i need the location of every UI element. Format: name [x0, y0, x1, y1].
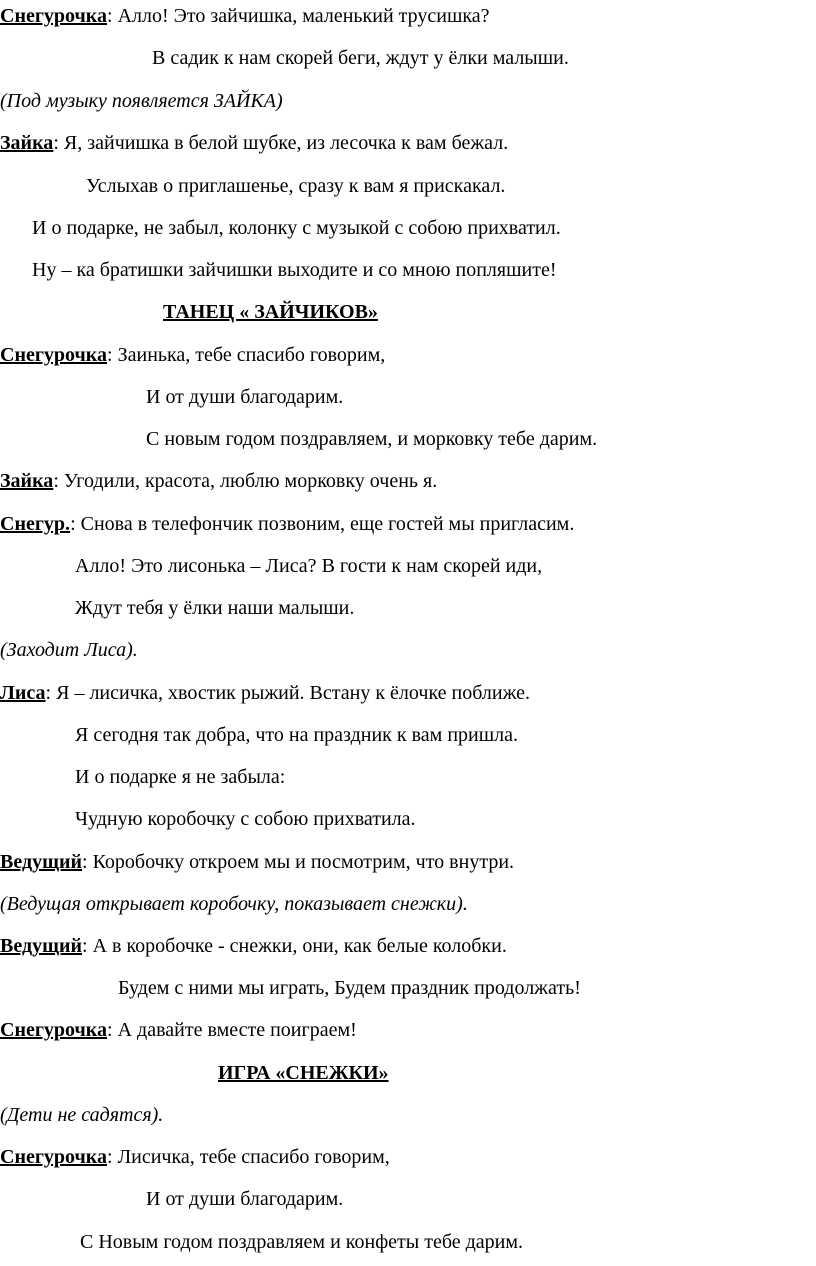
line-text: И от души благодарим.	[146, 386, 344, 408]
line-30	[80, 1230, 523, 1254]
line-text: Будем с ними мы играть, Будем праздник продолжать!	[118, 977, 581, 999]
speaker-name: Снегурочка	[0, 344, 108, 366]
line-text: : А в коробочке - снежки, они, как белые колобки.	[82, 935, 507, 957]
line-text: Алло! Это лисонька – Лиса? В гости к нам скорей иди,	[75, 555, 543, 577]
line-text: : А давайте вместе поиграем!	[107, 1019, 357, 1041]
speaker-name: Ведущий	[0, 851, 83, 873]
line-6	[32, 216, 561, 240]
stage-direction	[0, 1103, 163, 1127]
line-text: Услыхав о приглашенье, сразу к вам я прискакал.	[86, 175, 506, 197]
line-text: В садик к нам скорей беги, ждут у ёлки малыши.	[152, 47, 569, 69]
speaker-name: Зайка	[0, 132, 54, 154]
line-text: : Снова в телефончик позвоним, еще гостей мы пригласим.	[70, 513, 575, 535]
line-2	[152, 46, 569, 70]
line-10	[146, 385, 343, 409]
line-text: И о подарке я не забыла:	[75, 766, 286, 788]
line-19	[75, 765, 285, 789]
line-text: И о подарке, не забыл, колонку с музыкой с собою прихватил.	[32, 217, 561, 239]
section-heading	[163, 300, 378, 324]
line-text: Ну – ка братишки зайчишки выходите и со мною попляшите!	[32, 259, 557, 281]
line-text: : Лисичка, тебе спасибо говорим,	[107, 1146, 390, 1168]
heading-text: ТАНЕЦ « ЗАЙЧИКОВ»	[163, 301, 378, 323]
line-text: Ждут тебя у ёлки наши малыши.	[75, 597, 355, 619]
line-5	[86, 174, 505, 198]
line-text: Чудную коробочку с собою прихватила.	[75, 808, 416, 830]
line-text: : Коробочку откроем мы и посмотрим, что внутри.	[82, 851, 515, 873]
line-4	[0, 131, 508, 155]
speaker-name: Лиса	[0, 682, 46, 704]
line-14	[75, 554, 542, 578]
stage-direction	[0, 89, 283, 113]
line-text: С новым годом поздравляем, и морковку тебе дарим.	[146, 428, 598, 450]
section-heading	[218, 1061, 389, 1085]
line-17	[0, 681, 530, 705]
line-28	[0, 1145, 390, 1169]
line-text: : Я – лисичка, хвостик рыжий. Встану к ёлочке поближе.	[45, 682, 531, 704]
speaker-name: Снегур.	[0, 513, 71, 535]
speaker-name: Снегурочка	[0, 1146, 108, 1168]
speaker-name: Ведущий	[0, 935, 83, 957]
stage-text: (Ведущая открывает коробочку, показывает снежки).	[0, 893, 468, 915]
line-text: С Новым годом поздравляем и конфеты тебе дарим.	[80, 1231, 524, 1253]
stage-text: (Дети не садятся).	[0, 1104, 164, 1126]
stage-text: (Под музыку появляется ЗАЙКА)	[0, 90, 283, 112]
line-text: : Алло! Это зайчишка, маленький трусишка?	[107, 5, 490, 27]
speaker-name: Зайка	[0, 470, 54, 492]
line-21	[0, 850, 514, 874]
line-18	[75, 723, 518, 747]
line-13	[0, 512, 574, 536]
stage-direction	[0, 892, 468, 916]
line-1	[0, 4, 490, 28]
line-25	[0, 1018, 357, 1042]
line-9	[0, 343, 385, 367]
line-11	[146, 427, 597, 451]
line-15	[75, 596, 354, 620]
line-text: : Угодили, красота, люблю морковку очень я.	[53, 470, 438, 492]
line-text: : Заинька, тебе спасибо говорим,	[107, 344, 386, 366]
line-23	[0, 934, 507, 958]
stage-text: (Заходит Лиса).	[0, 639, 138, 661]
heading-text: ИГРА «СНЕЖКИ»	[218, 1062, 389, 1084]
line-29	[146, 1187, 343, 1211]
line-text: Я сегодня так добра, что на праздник к вам пришла.	[75, 724, 518, 746]
line-24	[118, 976, 581, 1000]
line-12	[0, 469, 437, 493]
line-20	[75, 807, 416, 831]
speaker-name: Снегурочка	[0, 1019, 108, 1041]
stage-direction	[0, 638, 138, 662]
line-text: : Я, зайчишка в белой шубке, из лесочка к вам бежал.	[53, 132, 509, 154]
speaker-name: Снегурочка	[0, 5, 108, 27]
line-7	[32, 258, 556, 282]
line-text: И от души благодарим.	[146, 1188, 344, 1210]
